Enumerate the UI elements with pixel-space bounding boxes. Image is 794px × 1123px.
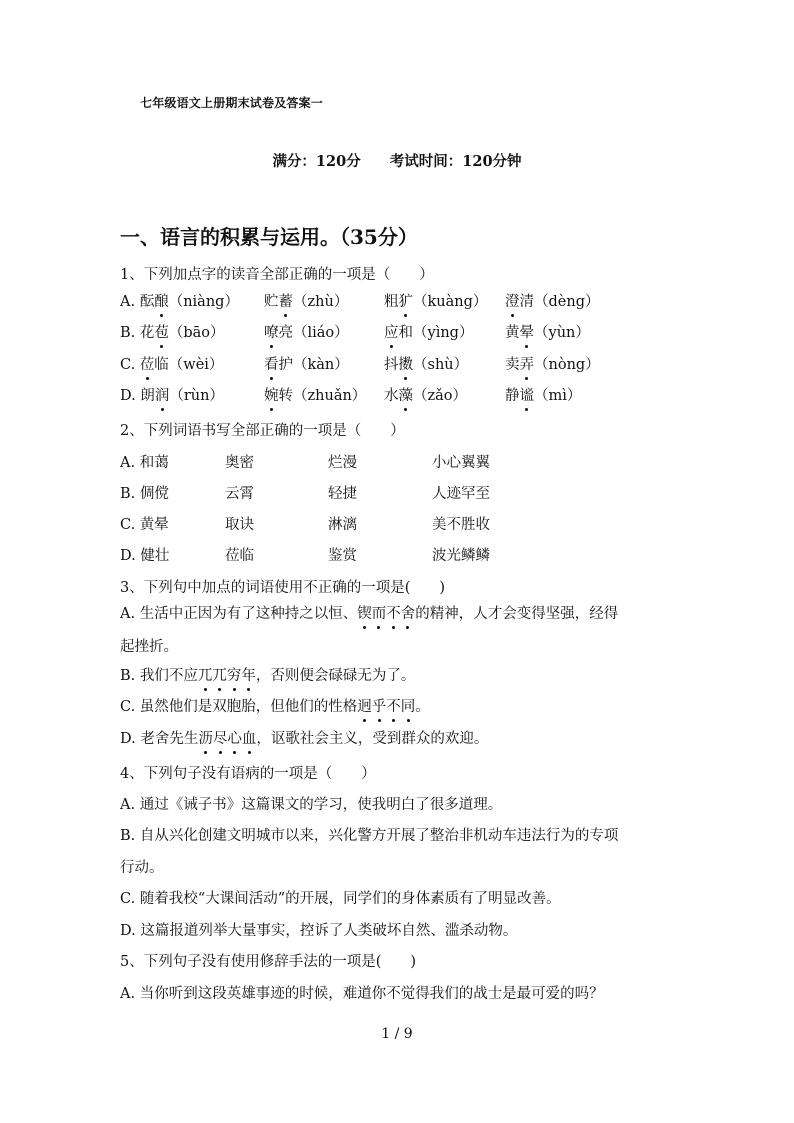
question-3-option-b: B. 我们不应兀兀穷年，否则便会碌碌无为了。 [120, 668, 416, 684]
dotted-char: 穷 [226, 668, 242, 684]
item-pinyin: 清（dèng） [519, 294, 600, 310]
question-4-option-b-cont: 行动。 [120, 860, 164, 876]
word-item: A. 和蔼 [120, 455, 169, 471]
pinyin-item [264, 386, 366, 406]
exam-meta [0, 150, 794, 171]
dotted-char: 应 [384, 325, 399, 341]
item-pinyin: （kuàng） [413, 294, 488, 310]
question-4-option-d: D. 这篇报道列举大量事实，控诉了人类破坏自然、滥杀动物。 [120, 923, 518, 939]
dotted-char: 苞 [154, 325, 169, 341]
word-item: B. 倜傥 [120, 486, 169, 502]
item-text: 水 [384, 388, 399, 404]
pinyin-item [120, 355, 223, 375]
dotted-char: 酿 [154, 294, 169, 310]
dotted-char: 蓄 [278, 294, 293, 310]
question-1-stem: 1、下列加点字的读音全部正确的一项是（ ） [120, 267, 434, 283]
dotted-char: 心 [227, 731, 242, 747]
pinyin-item [384, 355, 468, 375]
document-title: 七年级语文上册期末试卷及答案一 [140, 96, 324, 110]
question-4-option-a: A. 通过《诫子书》这篇课文的学习，使我明白了很多道理。 [120, 797, 503, 813]
question-4-option-b: B. 自从兴化创建文明城市以来，兴化警方开展了整治非机动车违法行为的专项 [120, 828, 619, 844]
item-pinyin: 亮（liáo） [278, 325, 349, 341]
item-pinyin: 护（kàn） [278, 357, 349, 373]
item-pinyin: （yùn） [534, 325, 590, 341]
item-pinyin: （mì） [534, 388, 582, 404]
pinyin-item [264, 292, 348, 312]
pinyin-item [384, 292, 487, 312]
pinyin-item [505, 355, 600, 375]
item-text: 贮 [264, 294, 279, 310]
word-item: D. 健壮 [120, 548, 170, 564]
word-item: 莅临 [225, 548, 254, 564]
dotted-phrase [198, 731, 256, 747]
word-item: 小心翼翼 [432, 455, 490, 471]
question-3-option-d: D. 老舍先生沥尽心血，讴歌社会主义，受到群众的欢迎。 [120, 731, 489, 747]
dotted-char: 沥 [198, 731, 213, 747]
item-text: 抖 [384, 357, 399, 373]
dotted-phrase [198, 668, 256, 684]
item-pinyin: （shù） [413, 357, 469, 373]
pinyin-item [120, 386, 224, 406]
item-pinyin: （zhù） [293, 294, 349, 310]
item-pinyin: 转（zhuǎn） [278, 388, 367, 404]
item-text: D. 朗 [120, 388, 155, 404]
pinyin-item [120, 292, 239, 312]
dotted-char: 晕 [519, 325, 534, 341]
word-item: C. 黄晕 [120, 517, 169, 533]
question-2-stem: 2、下列词语书写全部正确的一项是（ ） [120, 423, 405, 439]
dotted-char: 兀 [197, 668, 213, 684]
dotted-char: 澄 [505, 294, 520, 310]
full-score: 满分：120分 [272, 153, 361, 170]
pinyin-item [505, 386, 581, 406]
pinyin-item [384, 323, 473, 343]
dotted-char: 看 [264, 357, 279, 373]
dotted-char: 乎 [371, 699, 387, 715]
item-pinyin: （nòng） [534, 357, 600, 373]
pinyin-item [505, 292, 599, 312]
question-3-stem: 3、下列句中加点的词语使用不正确的一项是( ) [120, 580, 446, 596]
question-3-option-c: C. 虽然他们是双胞胎，但他们的性格迥乎不同。 [120, 699, 430, 715]
dotted-char: 谧 [519, 388, 534, 404]
word-item: 取诀 [225, 517, 254, 533]
item-text: 静 [505, 388, 520, 404]
dotted-char: 同 [400, 699, 416, 715]
dotted-char: 尽 [212, 731, 228, 747]
dotted-char: 弄 [519, 357, 534, 373]
dotted-char: 而 [371, 606, 387, 622]
item-text: C. [120, 357, 140, 373]
word-item: 鉴赏 [328, 548, 357, 564]
word-item: 波光鳞鳞 [432, 548, 490, 564]
item-pinyin: （niàng） [168, 294, 239, 310]
item-pinyin: 临（wèi） [154, 357, 224, 373]
dotted-char: 犷 [398, 294, 413, 310]
dotted-char: 婉 [264, 388, 279, 404]
word-item: 奥密 [225, 455, 254, 471]
question-5-stem: 5、下列句子没有使用修辞手法的一项是( ) [120, 954, 417, 970]
question-3-option-a: A. 生活中正因为有了这种持之以恒、锲而不舍的精神，人才会变得坚强，经得 [120, 606, 619, 622]
dotted-char: 嘹 [264, 325, 279, 341]
dotted-char: 舍 [400, 606, 416, 622]
item-pinyin: 和（yìng） [398, 325, 474, 341]
question-4-stem: 4、下列句子没有语病的一项是（ ） [120, 766, 376, 782]
pinyin-item [264, 355, 349, 375]
dotted-char: 血 [241, 731, 257, 747]
question-4-option-c: C. 随着我校“大课间活动”的开展，同学们的身体素质有了明显改善。 [120, 891, 561, 907]
question-3-option-a-cont: 起挫折。 [120, 639, 178, 655]
word-item: 美不胜收 [432, 517, 490, 533]
word-item: 云霄 [225, 486, 254, 502]
item-text: 卖 [505, 357, 520, 373]
dotted-char: 擞 [398, 357, 413, 373]
dotted-char: 年 [241, 668, 256, 684]
dotted-phrase [357, 606, 415, 622]
question-5-option-a: A. 当你听到这段英雄事迹的时候，难道你不觉得我们的战士是最可爱的吗？ [120, 986, 604, 1002]
pinyin-item [505, 323, 590, 343]
word-item: 轻捷 [328, 486, 357, 502]
item-text: B. 花 [120, 325, 155, 341]
item-pinyin: （bāo） [168, 325, 225, 341]
item-text: A. 酝 [120, 294, 155, 310]
word-item: 人迹罕至 [432, 486, 490, 502]
section-heading: 一、语言的积累与运用。（35分） [120, 225, 418, 249]
dotted-char: 不 [386, 699, 401, 715]
dotted-char: 藻 [398, 388, 413, 404]
dotted-char: 不 [386, 606, 401, 622]
dotted-char: 迥 [357, 699, 372, 715]
pinyin-item [264, 323, 349, 343]
pinyin-item [120, 323, 225, 343]
dotted-char: 润 [154, 388, 170, 404]
exam-time: 考试时间：120分钟 [389, 153, 522, 170]
item-pinyin: （rùn） [169, 388, 224, 404]
item-text: 黄 [505, 325, 520, 341]
word-item: 淋漓 [328, 517, 357, 533]
item-pinyin: （zǎo） [413, 388, 468, 404]
item-text: 粗 [384, 294, 399, 310]
dotted-char: 兀 [212, 668, 227, 684]
pinyin-item [384, 386, 467, 406]
page-number: 1 / 9 [381, 1026, 413, 1042]
dotted-char: 莅 [139, 357, 155, 373]
dotted-phrase [357, 699, 415, 715]
dotted-char: 锲 [357, 606, 372, 622]
word-item: 烂漫 [328, 455, 357, 471]
